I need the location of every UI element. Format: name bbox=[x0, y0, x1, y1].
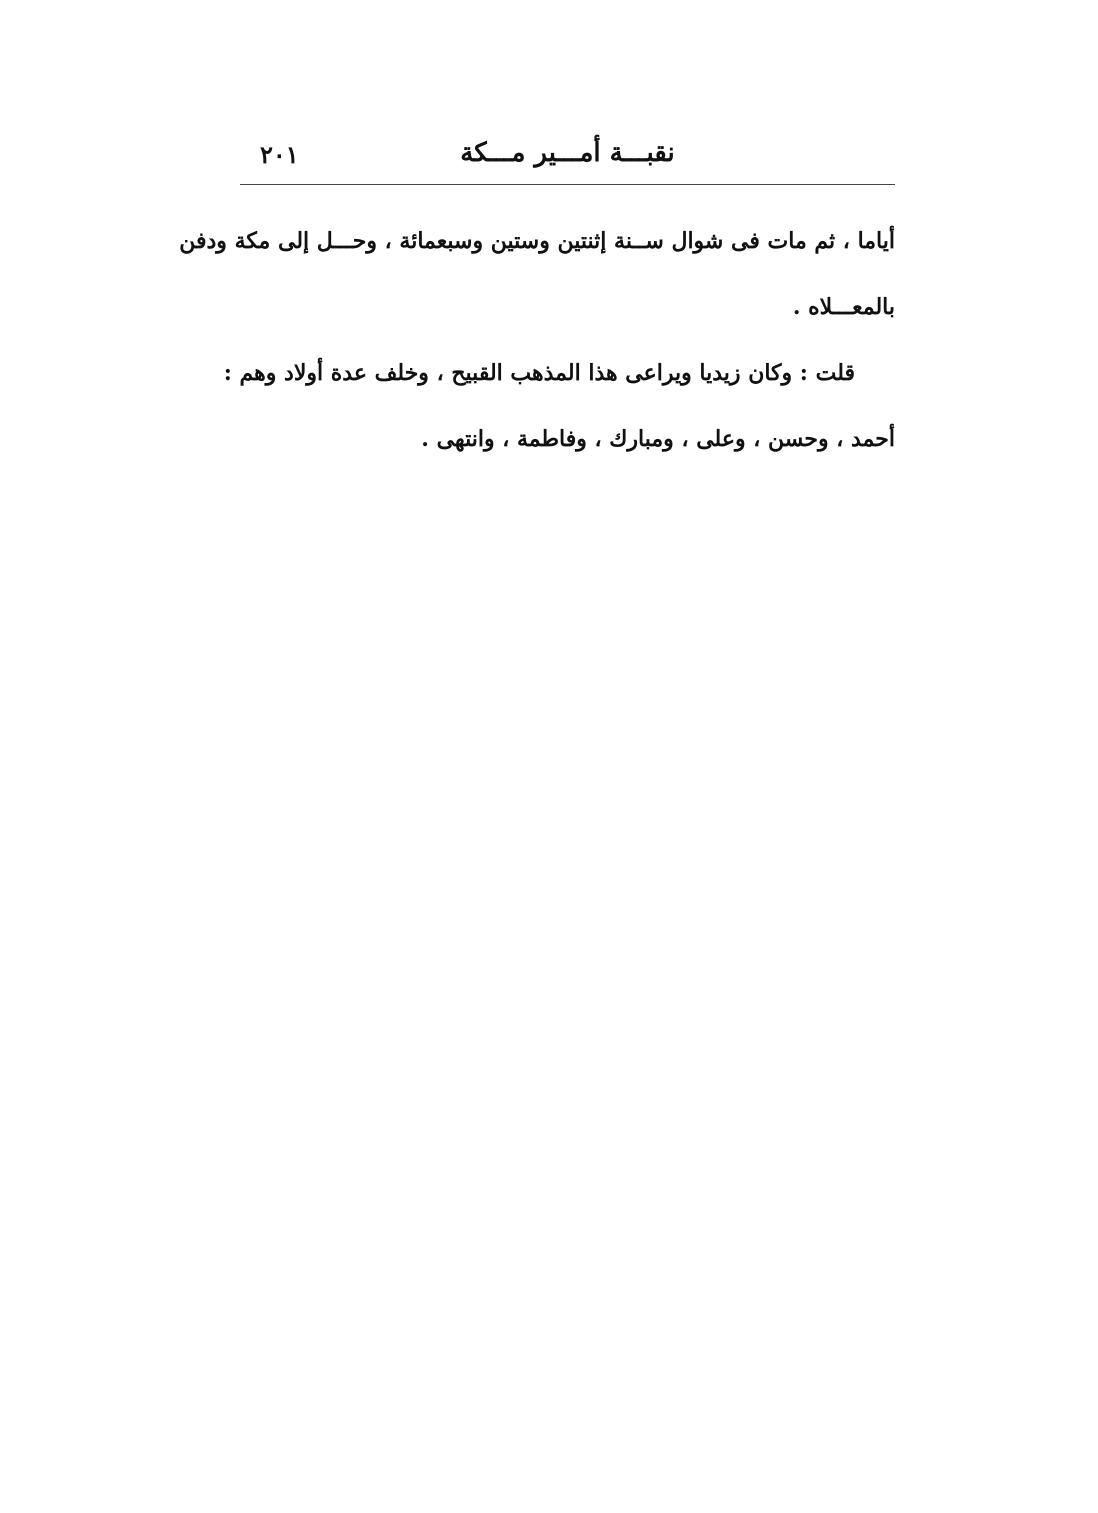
body-text bbox=[179, 225, 895, 489]
text-line: أحمد ، وحسن ، وعلى ، ومبارك ، وفاطمة ، وانتهى . bbox=[421, 426, 895, 452]
page-header bbox=[240, 138, 895, 182]
paragraph bbox=[223, 357, 895, 455]
header-divider bbox=[240, 184, 895, 185]
text-line: أياما ، ثم مات فى شوال ســنة إثنتين وستين وسبعمائة ، وحـــل إلى مكة ودفن bbox=[179, 228, 895, 254]
page-number: ٢٠١ bbox=[260, 140, 299, 169]
text-line: قلت : وكان زيديا ويراعى هذا المذهب القبيح ، وخلف عدة أولاد وهم : bbox=[223, 360, 855, 386]
text-line: بالمعـــلاه . bbox=[792, 294, 895, 320]
paragraph bbox=[179, 225, 895, 323]
running-title: نقبـــة أمـــير مـــكة bbox=[460, 138, 675, 168]
